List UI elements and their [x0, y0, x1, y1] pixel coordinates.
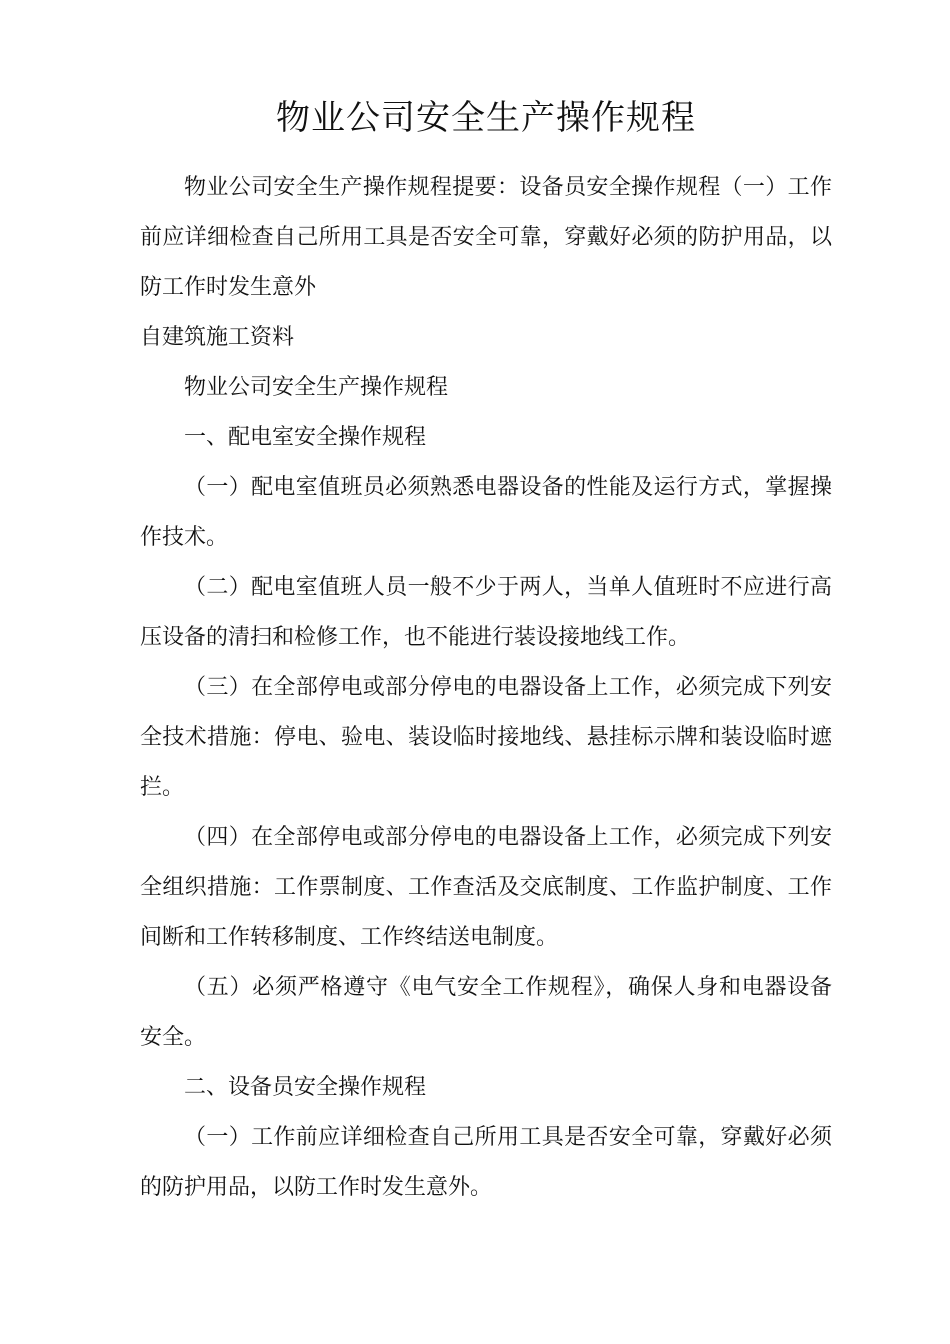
document-summary: 物业公司安全生产操作规程提要：设备员安全操作规程（一）工作前应详细检查自己所用工具是否安全可靠，穿戴好必须的防护用品，以防工作时发生意外 [140, 174, 832, 300]
paragraph-1-4: （四）在全部停电或部分停电的电器设备上工作，必须完成下列安全组织措施：工作票制度、工作查活及交底制度、工作监护制度、工作间断和工作转移制度、工作终结送电制度。 [140, 824, 832, 950]
document-subtitle: 物业公司安全生产操作规程 [184, 374, 449, 400]
paragraph-1-2: （二）配电室值班人员一般不少于两人，当单人值班时不应进行高压设备的清扫和检修工作，也不能进行装设接地线工作。 [140, 574, 832, 650]
section-heading-1: 一、配电室安全操作规程 [184, 424, 427, 450]
paragraph-1-1: （一）配电室值班员必须熟悉电器设备的性能及运行方式，掌握操作技术。 [140, 474, 832, 550]
paragraph-2-1: （一）工作前应详细检查自己所用工具是否安全可靠，穿戴好必须的防护用品，以防工作时发生意外。 [140, 1124, 832, 1200]
paragraph-1-5: （五）必须严格遵守《电气安全工作规程》，确保人身和电器设备安全。 [140, 974, 832, 1050]
source-note: 自建筑施工资料 [140, 324, 295, 350]
document-title: 物业公司安全生产操作规程 [276, 98, 696, 138]
section-heading-2: 二、设备员安全操作规程 [184, 1074, 427, 1100]
paragraph-1-3: （三）在全部停电或部分停电的电器设备上工作，必须完成下列安全技术措施：停电、验电、装设临时接地线、悬挂标示牌和装设临时遮拦。 [140, 674, 832, 800]
